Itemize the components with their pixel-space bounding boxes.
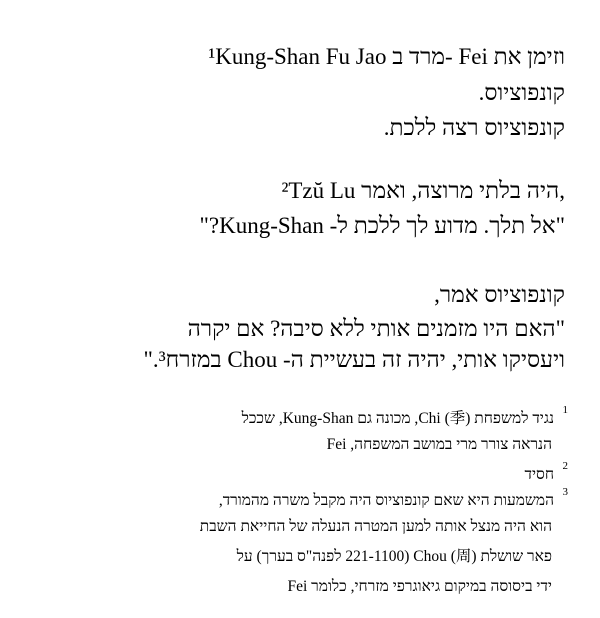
paragraph-1-line-1: ¹Kung-Shan Fu Jao מרד ב- Fei וזימן את — [208, 44, 565, 69]
paragraph-3-line-2: "האם היו מזמנים אותי ללא סיבה? אם יקרה — [187, 316, 565, 341]
footnote-3-line-2: הוא היה מנצל אותה למען המטרה הנעלה של החייאת השבת — [199, 518, 552, 535]
footnote-3-line-4: ידי ביסוסה במיקום גיאוגרפי מזרחי, כלומר Fei — [287, 578, 552, 595]
paragraph-1-line-3: קונפוציוס רצה ללכת. — [383, 115, 565, 140]
paragraph-3-line-1: קונפוציוס אמר, — [434, 282, 565, 307]
footnote-1-line-1: נגיד למשפחת Chi (季), מכונה גם Kung-Shan, שככל — [241, 410, 554, 427]
paragraph-2-line-2: "אל תלך. מדוע לך ללכת ל- Kung-Shan?" — [199, 213, 565, 238]
footnote-1-line-2: הנראה צורר מרי במושב המשפחה, Fei — [326, 436, 552, 453]
footnote-3-line-1: המשמעות היא שאם קונפוציוס היה מקבל משרה מהמורד, — [218, 492, 554, 509]
footnote-3-number: 3 — [562, 486, 568, 498]
footnote-1-number: 1 — [562, 404, 568, 416]
footnote-2-number: 2 — [562, 460, 568, 472]
footnote-2-line-1: חסיד — [524, 466, 554, 483]
paragraph-2-line-1: ²Tzŭ Lu היה בלתי מרוצה, ואמר, — [281, 178, 565, 203]
paragraph-1-line-2: קונפוציוס. — [478, 80, 565, 105]
paragraph-3-line-3: ויעסיקו אותי, יהיה זה בעשיית ה- Chou במזרח³." — [143, 347, 565, 372]
footnote-3-line-3: פאר שושלת Chou (周) (221-1100 לפנה"ס בערך) על — [236, 548, 552, 565]
